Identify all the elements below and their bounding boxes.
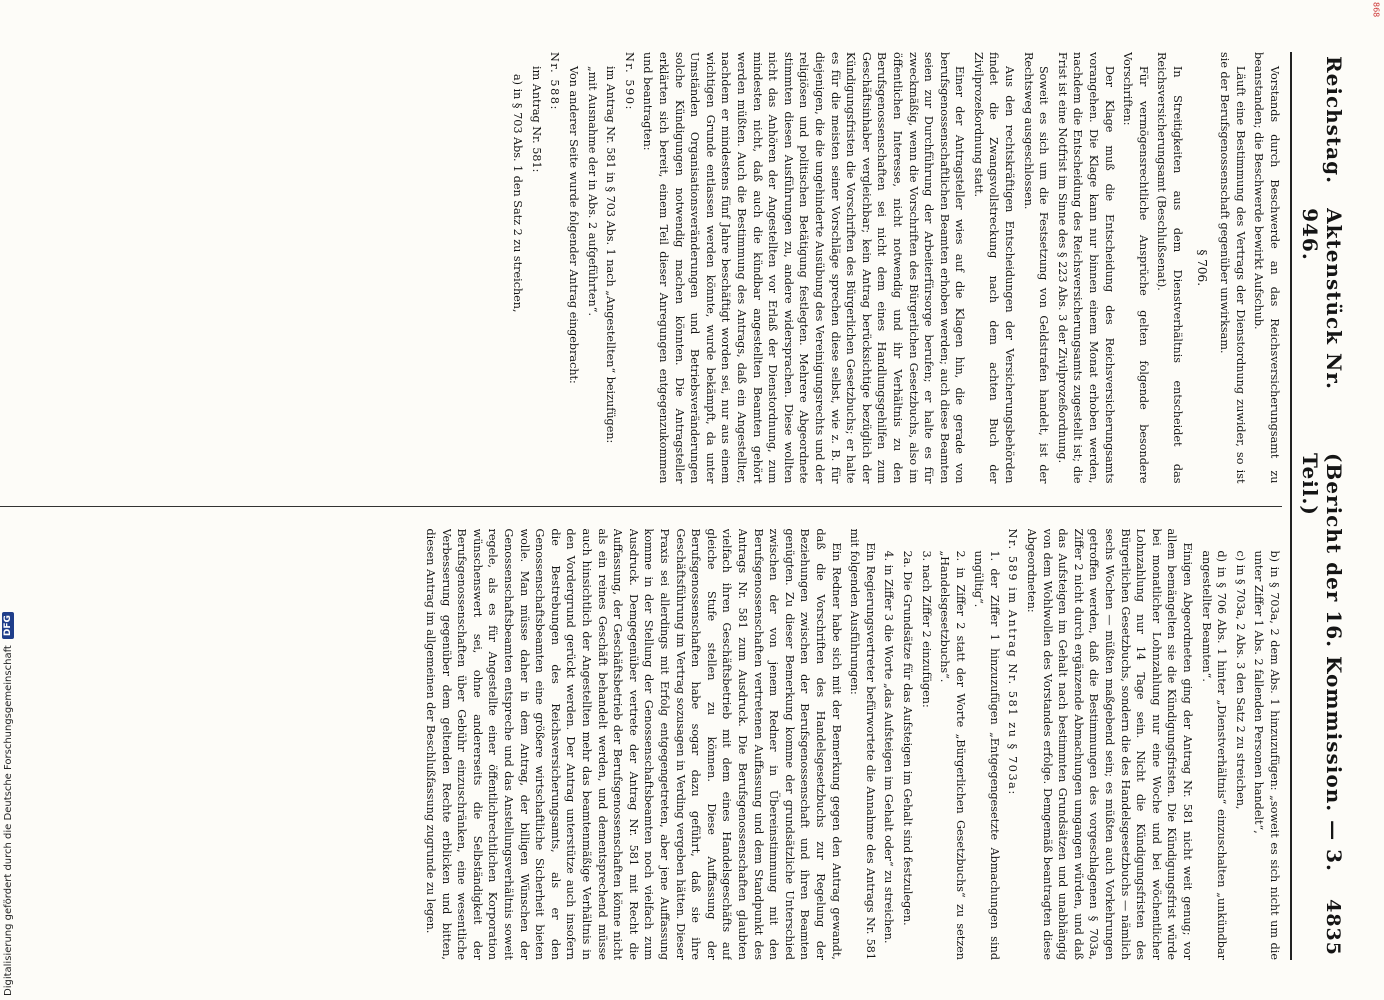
header-subtitle: (Bericht der 16. Kommission. — 3. Teil.): [1298, 452, 1346, 873]
list-item: 1. der Ziffer 1 hinzuzufügen „Entgegengesetzte Abmachungen sind ungültig“.: [972, 550, 1001, 960]
paragraph: Ein Regierungsvertreter befürwortete die Annahme des Antrags Nr. 581 mit folgenden Ausführungen:: [848, 528, 877, 960]
header-document: Aktenstück Nr. 946.: [1298, 208, 1346, 390]
list-item: 4. in Ziffer 3 die Worte „das Aufsteigen im Gehalt oder“ zu streichen.: [882, 550, 896, 944]
paragraph: im Antrag Nr. 581:: [529, 66, 543, 173]
text-columns: [0, 52, 1282, 960]
paragraph: Von anderer Seite wurde folgender Antrag eingebracht:: [567, 66, 581, 384]
paragraph: Läuft eine Bestimmung des Vertrags der Dienstordnung zuwider, so ist sie der Berufsgenossenschaft gegenüber unwirksam.: [1218, 52, 1247, 484]
right-column: [0, 529, 1282, 961]
column-divider: [0, 506, 1282, 507]
left-column: [0, 52, 1282, 484]
paragraph: „mit Ausnahme der in Abs. 2 aufgeführten“.: [585, 66, 599, 317]
credit-text: Digitalisierung gefördert durch die Deutsche Forschungsgemeinschaft: [2, 645, 14, 996]
paragraph: In Streitigkeiten aus dem Dienstverhältnis entscheidet das Reichsversicherungsamt (Beschlußsenat).: [1155, 52, 1185, 484]
page-header: [1290, 52, 1360, 960]
list-item: a) in § 703 Abs. 1 den Satz 2 zu streichen,: [511, 74, 525, 313]
paragraph: Für vermögensrechtliche Ansprüche gelten folgende besondere Vorschriften:: [1121, 52, 1150, 484]
paragraph: Aus den rechtskräftigen Entscheidungen der Versicherungsbehörden findet die Zwangsvollstreckung nach dem achten Buch der Zivilprozeßordnung statt.: [971, 52, 1017, 484]
paragraph: Einigen Abgeordneten ging der Antrag Nr. 581 nicht weit genug; vor allem bemängelten sie die Kündigungsfristen. Die Kündigungsfrist würde bei monatlicher Lohnzahlung nur eine Woche und bei wöchentlicher Lohnzahlung nur 14 Tage sein. Nicht die Kündigungsfristen des Bürgerlichen Gesetzbuchs, sondern die des Handelsgesetzbuchs — nämlich sechs Wochen — müßten maßgebend sein; es müßten auch Vorkehrungen getroffen werden, daß die Bestimmungen des vorgeschlagenen § 703a, Ziffer 2 nicht durch ergänzende Abmachungen umgangen würden, und daß das Aufsteigen im Gehalt nach bestimmten Grundsätzen und unabhängig von dem Wohlwollen des Vorstandes erfolge. Demgemäß beantragten diese Abgeordneten:: [1025, 528, 1195, 960]
motion-number: Nr. 589 im Antrag Nr. 581 zu § 703a:: [1006, 528, 1020, 796]
paragraph: Soweit es sich um die Festsetzung von Geldstrafen handelt, ist der Rechtsweg ausgeschlossen.: [1021, 52, 1051, 484]
page-id: 868: [1371, 2, 1380, 18]
list-item: 3. nach Ziffer 2 einzufügen:: [919, 550, 933, 708]
paragraph: Vorstands durch Beschwerde an das Reichsversicherungsamt zu beanstanden; die Beschwerde bewirkt Aufschub.: [1252, 52, 1281, 484]
paragraph: Ein Redner habe sich mit der Bemerkung gegen den Antrag gewandt, daß die Vorschriften des Handelsgesetzbuchs zur Regelung der Beziehungen zwischen der Berufsgenossenschaft und ihren Beamten genügten. Zu dieser Bemerkung komme der grundsätzliche Unterschied zwischen der von jenem Redner in Übereinstimmung mit den Berufsgenossenschaften vertretenen Auffassung und dem Standpunkt des Antrags Nr. 581 zum Ausdruck. Die Berufsgenossenschaften glaubten vielfach ihren Geschäftsbetrieb mit dem eines Handelsgeschäfts auf gleiche Stufe stellen zu können. Diese Auffassung der Berufsgenossenschaften habe sogar dazu geführt, daß sie ihre Geschäftsführung im Vertrag sozusagen in Verding vergeben hätten. Dieser Praxis sei allerdings mit Erfolg entgegengetreten, aber jene Auffassung komme in der Stellung der Genossenschaftsbeamten noch vielfach zum Ausdruck. Demgegenüber vertrete der Antrag Nr. 581 mit Recht die Auffassung, der Geschäftsbetrieb der Berufsgenossenschaften könne nicht als ein reines Geschäft behandelt werden, und dementsprechend müsse auch hinsichtlich der Angestellten mehr das beamtenmäßige Verhältnis in den Vordergrund gerückt werden. Der Antrag unterstütze auch insofern die Bestrebungen des Reichsversicherungsamts, als er den Genossenschaftsbeamten eine größere wirtschaftliche Sicherheit bieten wolle. Man müsse daher in dem Antrag, der billigen Wünschen der Genossenschaftsbeamten entspreche und das Anstellungsverhältnis soweit regele, als es für Angestellte einer öffentlichrechtlichen Korporation wünschenswert sei, ohne andererseits die Selbständigkeit der Berufsgenossenschaften über Gebühr einzuschränken, eine wesentliche Verbesserung gegenüber dem geltenden Rechte erblicken und bitten, diesen Antrag im allgemeinen der Beschlußfassung zugrunde zu legen.: [424, 528, 843, 960]
section-heading: § 706.: [1194, 249, 1209, 287]
list-item: 2. in Ziffer 2 statt der Worte „Bürgerlichen Gesetzbuchs“ zu setzen „Handelsgesetzbuchs“.: [938, 550, 967, 960]
header-title: Reichstag.: [1322, 56, 1346, 185]
paragraph: im Antrag Nr. 581 in § 703 Abs. 1 nach „Angestellten“ beizufügen:: [604, 66, 618, 444]
paragraph: Einer der Antragsteller wies auf die Klagen hin, die gerade von berufsgenossenschaftlichen Beamten erhoben werden; auch diese Beamten seien zur Durchführung der Arbeiterfürsorge berufen; er halte es für zweckmäßig, wenn die Vorschriften des Bürgerlichen Gesetzbuchs, also im öffentlichen Interesse, nicht notwendig und ihr Verhältnis zu den Berufsgenossenschaften sei nicht dem eines Handlungsgehilfen zum Geschäftsinhaber vergleichbar; kein Antrag berücksichtige bezüglich der Kündigungsfristen die Vorschriften des Bürgerlichen Gesetzbuchs; er halte es für die meisten seiner Vorschläge sprechen diese selbst, wie z. B. für diejenigen, die die ungehinderte Ausübung des Vereinigungsrechts und der religiösen und politischen Betätigung festlegten. Mehrere Abgeordnete stimmten diesen Ausführungen zu, andere widersprachen. Diese wollten nicht das Anhören der Angestellten vor Erlaß der Dienstordnung, zum mindesten nicht, daß auch die kündbar angestellten Beamten gehört werden müßten. Auch die Bestimmung des Antrags, daß ein Angestellter, nachdem er mindestens fünf Jahre beschäftigt worden sei, nur aus einem wichtigen Grunde entlassen werden könnte, wurde bekämpft, da unter Umständen Organisationsveränderungen und Betriebsveränderungen solche Kündigungen notwendig machen könnten. Die Antragsteller erklärten sich bereit, einem Teil dieser Anregungen entgegenzukommen und beantragten:: [641, 52, 967, 484]
motion-number: Nr. 588:: [548, 52, 562, 111]
list-item: c) in § 703a, 2 Abs. 3 den Satz 2 zu streichen,: [1233, 550, 1247, 810]
motion-number: Nr. 590:: [622, 52, 636, 111]
list-item: b) in § 703a, 2 dem Abs. 1 hinzuzufügen: „soweit es sich nicht um die unter Ziffer 1 Abs. 2 fallenden Personen handelt“,: [1252, 550, 1281, 960]
list-item: 2a. Die Grundsätze für das Aufsteigen im Gehalt sind festzulegen.: [900, 550, 914, 926]
digitization-credit: [2, 612, 14, 996]
dfg-logo: DFG: [2, 612, 14, 639]
list-item: d) in § 706 Abs. 1 hinter „Dienstverhältnis“ einzuschalten „unkündbar angestellter Beamten“.: [1199, 550, 1229, 960]
paragraph: Der Klage muß die Entscheidung des Reichsversicherungsamts vorangehen. Die Klage kann nur binnen einem Monat erhoben werden, nachdem die Entscheidung des Reichsversicherungsamts zugestellt ist; die Frist ist eine Notfrist im Sinne des § 223 Abs. 3 der Zivilprozeßordnung.: [1055, 52, 1116, 484]
page-number: 4835: [1322, 899, 1344, 956]
